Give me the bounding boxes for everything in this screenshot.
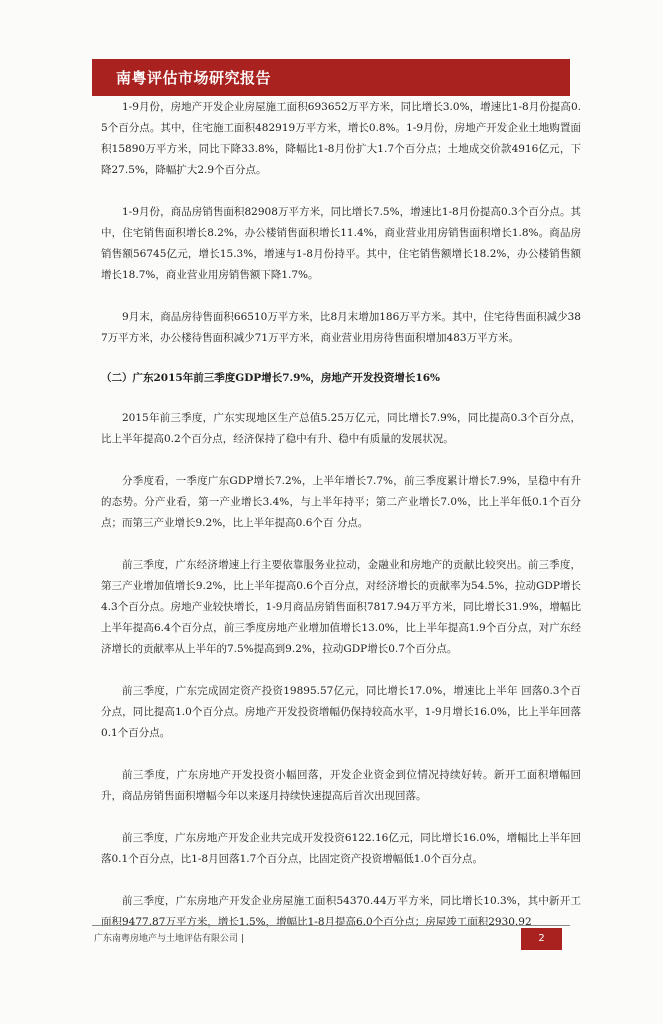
report-title: 南粤评估市场研究报告 [116,69,272,87]
page-number: 2 [538,933,545,944]
paragraph-gdp-overview: 2015年前三季度，广东实现地区生产总值5.25万亿元，同比增长7.9%，同比提高0.3个百分点，比上半年提高0.2个百分点，经济保持了稳中有升、稳中有质量的发展状况。 [101,412,581,445]
report-body [101,97,581,933]
paragraph-services-driver: 前三季度，广东经济增速上行主要依靠服务业拉动，金融业和房地产的贡献比较突出。前三季度，第三产业增加值增长9.2%，比上半年提高0.6个百分点，对经济增长的贡献率为54.5%，拉动GDP增长4.3个百分点。房地产业较快增长，1-9月商品房销售面积7817.94万平方米，同比增长31.9%，增幅比上半年提高6.4个百分点，前三季度房地产业增加值增长13.0%，比上半年提高1.9个百分点，对广东经济增长的贡献率从上半年的7.5%提高到9.2%，拉动GDP增长0.7个百分点。 [101,559,581,655]
paragraph-inventory: 9月末，商品房待售面积66510万平方米，比8月末增加186万平方米。其中，住宅待售面积减少387万平方米，办公楼待售面积减少71万平方米，商业营业用房待售面积增加483万平方米。 [101,311,581,344]
report-footer [92,925,570,950]
footer-company-name: 广东南粤房地产与土地评估有限公司 | [94,934,244,944]
paragraph-construction-area: 前三季度，广东房地产开发企业房屋施工面积54370.44万平方米，同比增长10.3%，其中新开工面积9477.87万平方米，增长1.5%，增幅比1-8月提高6.0个百分点；房屋竣工面积2930.92 [101,895,581,928]
report-header-bar [92,59,570,96]
paragraph-construction-land: 1-9月份，房地产开发企业房屋施工面积693652万平方米，同比增长3.0%，增速比1-8月份提高0.5个百分点。其中，住宅施工面积482919万平方米，增长0.8%。1-9月份，房地产开发企业土地购置面积15890万平方米，同比下降33.8%，降幅比1-8月份扩大1.7个百分点；土地成交价款4916亿元，下降27.5%，降幅扩大2.9个百分点。 [101,101,581,176]
paragraph-sales: 1-9月份，商品房销售面积82908万平方米，同比增长7.5%，增速比1-8月份提高0.3个百分点。其中，住宅销售面积增长8.2%，办公楼销售面积增长11.4%，商业营业用房销售面积增长1.8%。商品房销售额56745亿元，增长15.3%，增速与1-8月份持平。其中，住宅销售额增长18.2%，办公楼销售额增长18.7%，商业营业用房销售额下降1.7%。 [101,206,581,281]
paragraph-fixed-asset-investment: 前三季度，广东完成固定资产投资19895.57亿元，同比增长17.0%，增速比上半年 回落0.3个百分点，同比提高1.0个百分点。房地产开发投资增幅仍保持较高水平，1-9月增长16.0%，比上半年回落0.1个百分点。 [101,685,581,739]
paragraph-investment-trend: 前三季度，广东房地产开发投资小幅回落，开发企业资金到位情况持续好转。新开工面积增幅回升，商品房销售面积增幅今年以来逐月持续快速提高后首次出现回落。 [101,769,581,802]
page-number-badge [521,928,562,950]
section-heading-guangdong: （二）广东2015年前三季度GDP增长7.9%，房地产开发投资增长16% [101,372,441,384]
paragraph-development-investment: 前三季度，广东房地产开发企业共完成开发投资6122.16亿元，同比增长16.0%，增幅比上半年回落0.1个百分点，比1-8月回落1.7个百分点，比固定资产投资增幅低1.0个百分点。 [101,832,581,865]
paragraph-quarterly-breakdown: 分季度看，一季度广东GDP增长7.2%，上半年增长7.7%，前三季度累计增长7.9%，呈稳中有升的态势。分产业看，第一产业增长3.4%，与上半年持平；第二产业增长7.0%，比上半年低0.1个百分点；而第三产业增长9.2%，比上半年提高0.6个百 分点。 [101,475,581,529]
